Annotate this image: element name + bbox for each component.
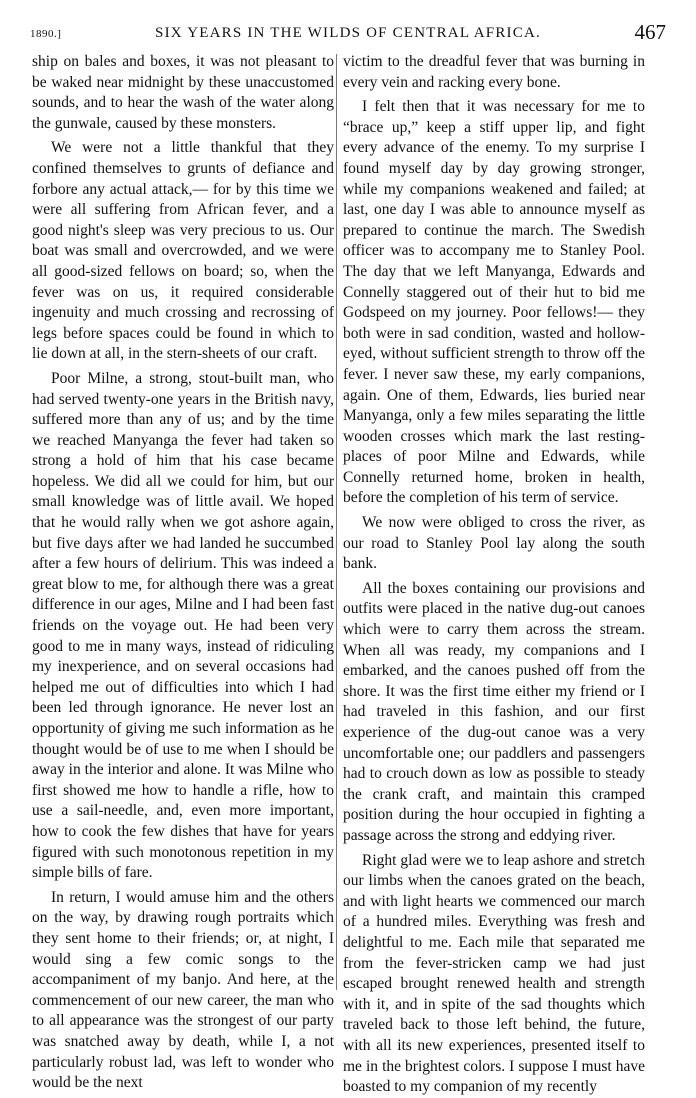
right-column <box>343 52 645 1096</box>
paragraph: victim to the dreadful fever that was burning in every vein and racking every bone. <box>343 53 645 91</box>
paragraph: We now were obliged to cross the river, as our road to Stanley Pool lay along the south bank. <box>343 514 645 573</box>
paragraph: All the boxes containing our provisions and outfits were placed in the native dug-out canoes which were to carry them across the stream. When all was ready, my companions and I embarked, and the canoes pushed off from the shore. It was the first time either my friend or I had traveled in this fashion, and our first experience of the dug-out canoe was a very uncomfortable one; our paddlers and passengers had to crouch down as low as possible to steady the crank craft, and maintain this cramped position during the hour occupied in fighting a passage across the strong and eddying river. <box>343 579 645 844</box>
left-column <box>32 52 334 1092</box>
paragraph: Right glad were we to leap ashore and stretch our limbs when the canoes grated on the beach, and with light hearts we commenced our march of a hundred miles. Everything was fresh and delightful to me. Each mile that separated me from the fever-stricken camp we had just escaped brought renewed health and strength with it, and in spite of the sad thoughts which traveled back to those left behind, the future, with all its new experiences, presented itself to me in the brightest colors. I suppose I must have boasted to my companion of my recently <box>343 851 645 1096</box>
paragraph: ship on bales and boxes, it was not pleasant to be waked near midnight by these unaccustomed sounds, and to hear the wash of the water along the gunwale, caused by these monsters. <box>32 53 334 132</box>
paragraph: We were not a little thankful that they confined themselves to grunts of defiance and forbore any actual attack,— for by this time we were all suffering from African fever, and a good night's sleep was very precious to us. Our boat was small and overcrowded, and we were all good-sized fellows on board; so, when the fever was on us, it required considerable ingenuity and much crossing and recrossing of legs before spaces could be found in which to lie down at all, in the stern-sheets of our craft. <box>32 139 334 363</box>
page-number: 467 <box>634 20 666 44</box>
paragraph: I felt then that it was necessary for me to “brace up,” keep a stiff upper lip, and fight every advance of the enemy. To my surprise I found myself day by day growing stronger, while my companions weakened and failed; at last, one day I was able to announce myself as prepared to continue the march. The Swedish officer was to accompany me to Stanley Pool. The day that we left Manyanga, Edwards and Connelly staggered out of their hut to bid me Godspeed on my journey. Poor fellows!— they both were in sad condition, wasted and hollow-eyed, without sufficient strength to throw off the fever. I never saw these, my early companions, again. One of them, Edwards, lies buried near Manyanga, only a few miles separating the little wooden crosses which mark the last resting-places of poor Milne and Edwards, while Connelly returned home, broken in health, before the completion of his term of service. <box>343 98 645 507</box>
page-header <box>30 20 666 50</box>
running-title: SIX YEARS IN THE WILDS OF CENTRAL AFRICA. <box>155 25 541 41</box>
issue-date: 1890.] <box>30 28 62 40</box>
paragraph: In return, I would amuse him and the others on the way, by drawing rough portraits which they sent home to their friends; or, at night, I would sing a few comic songs to the accompaniment of my banjo. And here, at the commencement of our new career, the man who to all appearance was the strongest of our party was snatched away by death, while I, a not particularly robust lad, was left to wonder who would be the next <box>32 888 334 1092</box>
column-divider <box>336 54 337 990</box>
paragraph: Poor Milne, a strong, stout-built man, who had served twenty-one years in the British navy, suffered more than any of us; and by the time we reached Manyanga the fever had taken so strong a hold of him that his case became hopeless. We did all we could for him, but our small knowledge was of little avail. We hoped that he would rally when we got ashore again, but five days after we had landed he succumbed after a few hours of delirium. This was indeed a great blow to me, for although there was a great difference in our ages, Milne and I had been fast friends on the voyage out. He had been very good to me in many ways, instead of ridiculing my inexperience, and on several occasions had helped me out of difficulties into which I had been led through ignorance. He never lost an opportunity of giving me such information as he thought would be of use to me when I should be away in the interior and alone. It was Milne who first showed me how to handle a rifle, how to use a sail-needle, and, even more important, how to cook the few dishes that have for years figured with such monotonous repetition in my simple bills of fare. <box>32 369 334 882</box>
